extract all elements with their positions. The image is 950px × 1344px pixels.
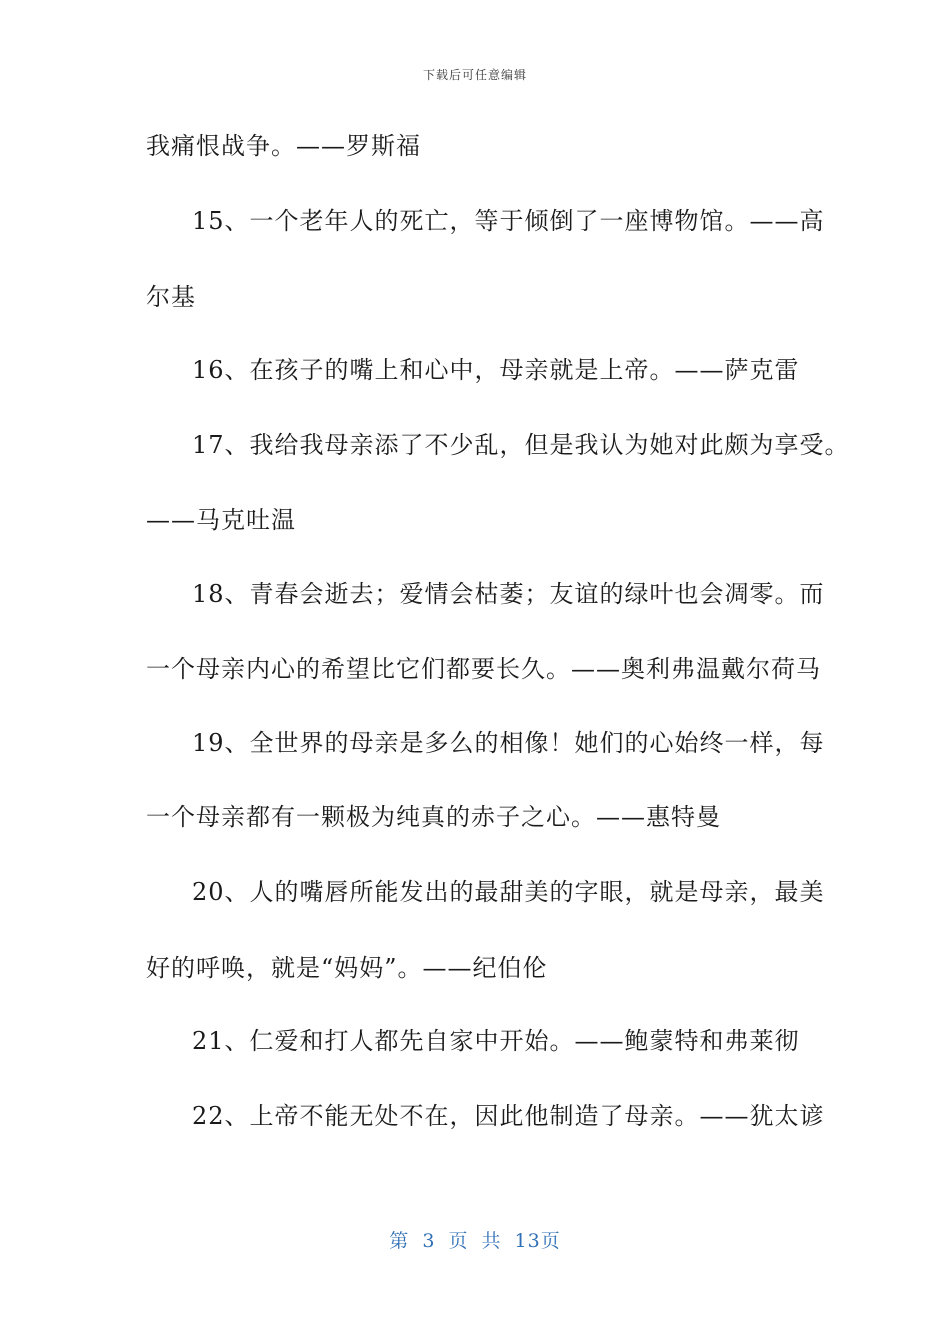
text-line: 我痛恨战争。——罗斯福 <box>146 132 421 160</box>
text-line: 19、全世界的母亲是多么的相像！她们的心始终一样，每 <box>192 729 825 757</box>
page-header: 下载后可任意编辑 <box>422 68 527 82</box>
text-line: 尔基 <box>146 283 196 311</box>
text-line: 16、在孩子的嘴上和心中，母亲就是上帝。——萨克雷 <box>192 356 800 384</box>
text-line: 15、一个老年人的死亡，等于倾倒了一座博物馆。——高 <box>192 207 825 235</box>
text-line: 20、人的嘴唇所能发出的最甜美的字眼，就是母亲，最美 <box>192 878 825 906</box>
text-line: 22、上帝不能无处不在，因此他制造了母亲。——犹太谚 <box>192 1102 825 1130</box>
page-number-footer: 第 3 页 共 13页 <box>389 1230 561 1252</box>
text-line: 一个母亲都有一颗极为纯真的赤子之心。——惠特曼 <box>146 803 721 831</box>
text-line: 17、我给我母亲添了不少乱，但是我认为她对此颇为享受。 <box>192 431 850 459</box>
text-line: 一个母亲内心的希望比它们都要长久。——奥利弗温戴尔荷马 <box>146 655 821 683</box>
text-line: 好的呼唤，就是“妈妈”。——纪伯伦 <box>146 954 548 982</box>
text-line: ——马克吐温 <box>146 506 296 534</box>
text-line: 21、仁爱和打人都先自家中开始。——鲍蒙特和弗莱彻 <box>192 1027 800 1055</box>
text-line: 18、青春会逝去；爱情会枯萎；友谊的绿叶也会凋零。而 <box>192 580 825 608</box>
